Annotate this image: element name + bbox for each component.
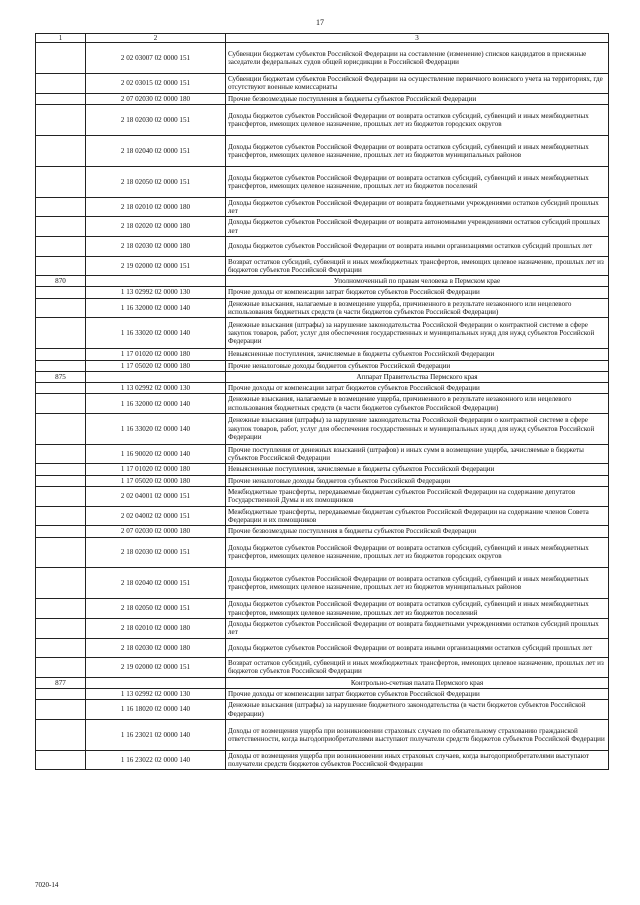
footer-code: 7020-14 (35, 881, 59, 889)
budget-code (86, 371, 226, 382)
table-row (36, 638, 609, 658)
budget-code: 2 07 02030 02 0000 180 (86, 93, 226, 104)
row-number (36, 298, 86, 318)
page-number: 17 (316, 18, 324, 27)
revenue-description: Денежные взыскания, налагаемые в возмещение ущерба, причиненного в результате незаконного или нецелевого использования бюджетных средств (в части бюджетов субъектов Российской Федерации) (226, 298, 609, 318)
table-row (36, 506, 609, 526)
table-row (36, 360, 609, 371)
table-row (36, 413, 609, 444)
revenue-description: Доходы бюджетов субъектов Российской Федерации от возврата остатков субсидий, субвенций и иных межбюджетных трансфертов, имеющих целевое назначение, прошлых лет из бюджетов городских округов (226, 105, 609, 136)
revenue-description: Уполномоченный по правам человека в Пермском крае (226, 276, 609, 287)
section-row (36, 677, 609, 688)
budget-code: 2 18 02030 02 0000 180 (86, 638, 226, 658)
table-row (36, 43, 609, 74)
row-number (36, 537, 86, 568)
header-col-1: 1 (36, 34, 86, 43)
revenue-description: Доходы бюджетов субъектов Российской Федерации от возврата остатков субсидий, субвенций и иных межбюджетных трансфертов, имеющих целевое назначение, прошлых лет из бюджетов муниципальных районов (226, 135, 609, 166)
budget-code: 2 18 02010 02 0000 180 (86, 197, 226, 217)
budget-code: 1 17 05020 02 0000 180 (86, 360, 226, 371)
budget-code: 2 02 03007 02 0000 151 (86, 43, 226, 74)
table-row (36, 700, 609, 720)
row-number (36, 360, 86, 371)
table-row (36, 599, 609, 619)
revenue-description: Межбюджетные трансферты, передаваемые бюджетам субъектов Российской Федерации на содержание депутатов Государственной Думы и их помощников (226, 487, 609, 507)
budget-code: 1 16 33020 02 0000 140 (86, 318, 226, 349)
row-number (36, 750, 86, 770)
row-number: 875 (36, 371, 86, 382)
revenue-description: Доходы бюджетов субъектов Российской Федерации от возврата бюджетными учреждениями остатков субсидий прошлых лет (226, 618, 609, 638)
revenue-description: Прочие поступления от денежных взысканий (штрафов) и иных сумм в возмещение ущерба, зачисляемые в бюджеты субъектов Российской Федерации (226, 444, 609, 464)
budget-code: 1 16 90020 02 0000 140 (86, 444, 226, 464)
budget-code: 1 17 01020 02 0000 180 (86, 349, 226, 360)
revenue-description: Прочие неналоговые доходы бюджетов субъектов Российской Федерации (226, 360, 609, 371)
budget-code: 2 02 03015 02 0000 151 (86, 74, 226, 94)
row-number (36, 568, 86, 599)
row-number: 877 (36, 677, 86, 688)
revenue-description: Прочие безвозмездные поступления в бюджеты субъектов Российской Федерации (226, 526, 609, 537)
row-number (36, 413, 86, 444)
row-number (36, 105, 86, 136)
budget-code: 2 02 04001 02 0000 151 (86, 487, 226, 507)
budget-code: 2 19 02000 02 0000 151 (86, 658, 226, 678)
row-number (36, 700, 86, 720)
table-row (36, 719, 609, 750)
budget-code: 2 18 02050 02 0000 151 (86, 166, 226, 197)
table-row (36, 750, 609, 770)
table-row (36, 135, 609, 166)
table-row (36, 383, 609, 394)
revenue-description: Аппарат Правительства Пермского края (226, 371, 609, 382)
table-row (36, 537, 609, 568)
revenue-description: Денежные взыскания (штрафы) за нарушение законодательства Российской Федерации о контрактной системе в сфере закупок товаров, работ, услуг для обеспечения государственных и муниципальных нужд для нужд субъектов Российской Федерации (226, 318, 609, 349)
budget-code: 1 16 23021 02 0000 140 (86, 719, 226, 750)
budget-code: 1 13 02992 02 0000 130 (86, 689, 226, 700)
table-row (36, 475, 609, 486)
row-number (36, 217, 86, 237)
budget-code: 1 16 33020 02 0000 140 (86, 413, 226, 444)
row-number (36, 74, 86, 94)
table-row (36, 444, 609, 464)
revenue-description: Невыясненные поступления, зачисляемые в бюджеты субъектов Российской Федерации (226, 349, 609, 360)
row-number (36, 383, 86, 394)
revenue-description: Денежные взыскания, налагаемые в возмещение ущерба, причиненного в результате незаконного или нецелевого использования бюджетных средств (в части бюджетов субъектов Российской Федерации) (226, 394, 609, 414)
revenue-description: Прочие доходы от компенсации затрат бюджетов субъектов Российской Федерации (226, 287, 609, 298)
revenue-description: Субвенции бюджетам субъектов Российской Федерации на составление (изменение) списков кандидатов в присяжные заседатели федеральных судов общей юрисдикции в Российской Федерации (226, 43, 609, 74)
revenue-description: Прочие доходы от компенсации затрат бюджетов субъектов Российской Федерации (226, 383, 609, 394)
revenue-description: Доходы бюджетов субъектов Российской Федерации от возврата остатков субсидий, субвенций и иных межбюджетных трансфертов, имеющих целевое назначение, прошлых лет из бюджетов городских округов (226, 537, 609, 568)
table-row (36, 166, 609, 197)
table-row (36, 487, 609, 507)
row-number (36, 43, 86, 74)
table-header-row (36, 34, 609, 43)
table-row (36, 93, 609, 104)
revenue-description: Межбюджетные трансферты, передаваемые бюджетам субъектов Российской Федерации на содержание членов Совета Федерации и их помощников (226, 506, 609, 526)
revenue-description: Доходы бюджетов субъектов Российской Федерации от возврата остатков субсидий, субвенций и иных межбюджетных трансфертов, имеющих целевое назначение, прошлых лет из бюджетов поселений (226, 599, 609, 619)
table-row (36, 197, 609, 217)
budget-code: 1 16 32000 02 0000 140 (86, 394, 226, 414)
budget-code: 2 07 02030 02 0000 180 (86, 526, 226, 537)
row-number (36, 197, 86, 217)
table-row (36, 464, 609, 475)
table-row (36, 287, 609, 298)
table-row (36, 689, 609, 700)
row-number (36, 487, 86, 507)
budget-code: 2 02 04002 02 0000 151 (86, 506, 226, 526)
budget-code: 1 16 32000 02 0000 140 (86, 298, 226, 318)
header-col-2: 2 (86, 34, 226, 43)
row-number (36, 394, 86, 414)
budget-code: 2 18 02020 02 0000 180 (86, 217, 226, 237)
table-row (36, 658, 609, 678)
row-number (36, 638, 86, 658)
revenue-description: Денежные взыскания (штрафы) за нарушение законодательства Российской Федерации о контрактной системе в сфере закупок товаров, работ, услуг для обеспечения государственных и муниципальных нужд для нужд субъектов Российской Федерации (226, 413, 609, 444)
table-row (36, 568, 609, 599)
table-row (36, 298, 609, 318)
revenue-codes-table (35, 33, 609, 770)
budget-code: 2 18 02030 02 0000 151 (86, 537, 226, 568)
row-number (36, 444, 86, 464)
budget-code (86, 276, 226, 287)
row-number (36, 318, 86, 349)
revenue-description: Прочие доходы от компенсации затрат бюджетов субъектов Российской Федерации (226, 689, 609, 700)
row-number (36, 287, 86, 298)
budget-code: 1 17 05020 02 0000 180 (86, 475, 226, 486)
row-number (36, 719, 86, 750)
table-row (36, 394, 609, 414)
row-number (36, 526, 86, 537)
revenue-description: Субвенции бюджетам субъектов Российской Федерации на осуществление первичного воинского учета на территориях, где отсутствуют военные комиссариаты (226, 74, 609, 94)
table-row (36, 349, 609, 360)
budget-code: 2 18 02010 02 0000 180 (86, 618, 226, 638)
budget-code: 2 18 02030 02 0000 180 (86, 236, 226, 256)
table-row (36, 256, 609, 276)
row-number (36, 464, 86, 475)
row-number (36, 256, 86, 276)
row-number (36, 135, 86, 166)
header-col-3: 3 (226, 34, 609, 43)
section-row (36, 371, 609, 382)
row-number (36, 599, 86, 619)
section-row (36, 276, 609, 287)
revenue-description: Возврат остатков субсидий, субвенций и иных межбюджетных трансфертов, имеющих целевое назначение, прошлых лет из бюджетов субъектов Российской Федерации (226, 658, 609, 678)
budget-code (86, 677, 226, 688)
revenue-description: Доходы бюджетов субъектов Российской Федерации от возврата автономными учреждениями остатков субсидий прошлых лет (226, 217, 609, 237)
budget-code: 2 18 02040 02 0000 151 (86, 568, 226, 599)
revenue-description: Возврат остатков субсидий, субвенций и иных межбюджетных трансфертов, имеющих целевое назначение, прошлых лет из бюджетов субъектов Российской Федерации (226, 256, 609, 276)
revenue-description: Прочие неналоговые доходы бюджетов субъектов Российской Федерации (226, 475, 609, 486)
row-number (36, 475, 86, 486)
budget-code: 1 13 02992 02 0000 130 (86, 287, 226, 298)
budget-code: 1 13 02992 02 0000 130 (86, 383, 226, 394)
row-number (36, 658, 86, 678)
table-row (36, 236, 609, 256)
revenue-description: Доходы бюджетов субъектов Российской Федерации от возврата иными организациями остатков субсидий прошлых лет (226, 638, 609, 658)
table-row (36, 105, 609, 136)
table-row (36, 526, 609, 537)
budget-code: 2 18 02030 02 0000 151 (86, 105, 226, 136)
table-row (36, 618, 609, 638)
row-number: 870 (36, 276, 86, 287)
table-row (36, 318, 609, 349)
row-number (36, 349, 86, 360)
revenue-description: Доходы бюджетов субъектов Российской Федерации от возврата остатков субсидий, субвенций и иных межбюджетных трансфертов, имеющих целевое назначение, прошлых лет из бюджетов поселений (226, 166, 609, 197)
budget-code: 1 17 01020 02 0000 180 (86, 464, 226, 475)
row-number (36, 506, 86, 526)
revenue-description: Невыясненные поступления, зачисляемые в бюджеты субъектов Российской Федерации (226, 464, 609, 475)
row-number (36, 618, 86, 638)
budget-code: 2 18 02050 02 0000 151 (86, 599, 226, 619)
table-row (36, 217, 609, 237)
row-number (36, 166, 86, 197)
revenue-description: Доходы бюджетов субъектов Российской Федерации от возврата иными организациями остатков субсидий прошлых лет (226, 236, 609, 256)
revenue-description: Доходы от возмещения ущерба при возникновении иных страховых случаев, когда выгодоприобретателями выступают получатели средств бюджетов субъектов Российской Федерации (226, 750, 609, 770)
budget-code: 2 18 02040 02 0000 151 (86, 135, 226, 166)
budget-code: 2 19 02000 02 0000 151 (86, 256, 226, 276)
revenue-description: Контрольно-счетная палата Пермского края (226, 677, 609, 688)
revenue-description: Доходы от возмещения ущерба при возникновении страховых случаев по обязательному страхованию гражданской ответственности, когда выгодоприобретателями выступают получатели средств бюджетов субъектов Российской Федерации (226, 719, 609, 750)
budget-code: 1 16 18020 02 0000 140 (86, 700, 226, 720)
row-number (36, 689, 86, 700)
row-number (36, 93, 86, 104)
revenue-description: Доходы бюджетов субъектов Российской Федерации от возврата бюджетными учреждениями остатков субсидий прошлых лет (226, 197, 609, 217)
row-number (36, 236, 86, 256)
revenue-description: Прочие безвозмездные поступления в бюджеты субъектов Российской Федерации (226, 93, 609, 104)
budget-code: 1 16 23022 02 0000 140 (86, 750, 226, 770)
revenue-description: Денежные взыскания (штрафы) за нарушение бюджетного законодательства (в части бюджетов субъектов Российской Федерации) (226, 700, 609, 720)
table-row (36, 74, 609, 94)
revenue-description: Доходы бюджетов субъектов Российской Федерации от возврата остатков субсидий, субвенций и иных межбюджетных трансфертов, имеющих целевое назначение, прошлых лет из бюджетов муниципальных районов (226, 568, 609, 599)
